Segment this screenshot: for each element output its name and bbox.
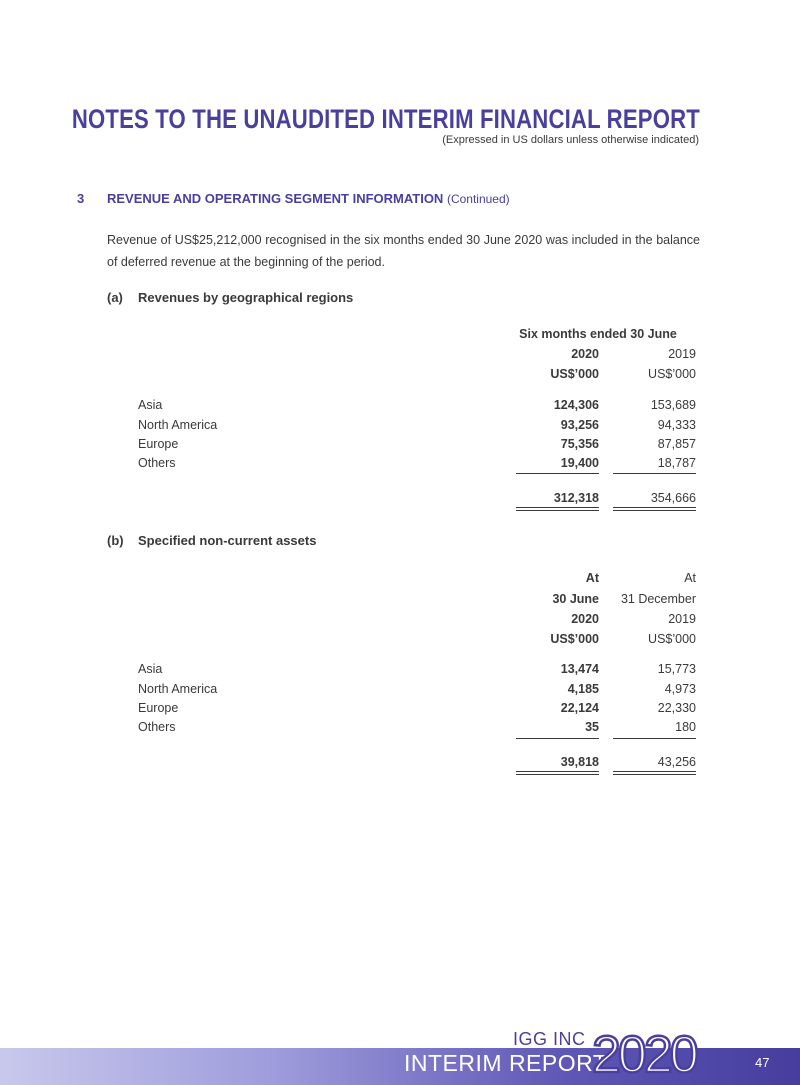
table-b-row-2020: 35	[585, 720, 599, 734]
table-b-col1-at: At	[585, 571, 599, 585]
table-b-col2-year: 2019	[668, 612, 696, 626]
table-a-col2-year: 2019	[668, 347, 696, 361]
page-subtitle: (Expressed in US dollars unless otherwise indicated)	[442, 134, 699, 146]
table-a-row-2019: 94,333	[657, 418, 696, 432]
table-a-total-double-rule-2020	[516, 507, 599, 511]
table-a-row-2019: 18,787	[657, 456, 696, 470]
table-b-row-label: Others	[138, 720, 176, 734]
table-b-total-2020: 39,818	[560, 755, 599, 769]
table-b-col1-date: 30 June	[552, 592, 599, 606]
table-a-total-2020: 312,318	[553, 491, 599, 505]
footer-report-label: INTERIM REPORT	[404, 1050, 608, 1076]
table-a-row-label: Others	[138, 456, 176, 470]
table-b-col2-unit: US$’000	[648, 632, 696, 646]
table-a-row-2019: 87,857	[657, 437, 696, 451]
subsection-a-letter: (a)	[107, 290, 123, 305]
table-a-row-label: Asia	[138, 398, 163, 412]
footer-year-logo	[592, 1028, 722, 1078]
table-b-subtotal-rule-2019	[613, 738, 696, 739]
table-b-row-2019: 15,773	[657, 662, 696, 676]
section-continued: (Continued)	[446, 192, 510, 206]
table-b-row-label: Asia	[138, 662, 163, 676]
page-title: NOTES TO THE UNAUDITED INTERIM FINANCIAL REPORT	[71, 104, 700, 134]
section-title-text: REVENUE AND OPERATING SEGMENT INFORMATION	[107, 191, 444, 206]
table-a-row-label: Europe	[138, 437, 179, 451]
table-a-row-2020: 75,356	[560, 437, 599, 451]
table-a-col1-unit: US$’000	[550, 367, 599, 381]
table-b-row-2020: 13,474	[560, 662, 599, 676]
table-a-row-2020: 124,306	[553, 398, 599, 412]
table-a-subtotal-rule-2019	[613, 473, 696, 474]
table-b-row-2019: 22,330	[657, 701, 696, 715]
table-b-row-label: Europe	[138, 701, 179, 715]
table-b-row-2019: 4,973	[664, 682, 696, 696]
table-a-total-double-rule-2019	[613, 507, 696, 511]
subsection-a-title: Revenues by geographical regions	[138, 290, 354, 305]
table-b-total-2019: 43,256	[657, 755, 696, 769]
table-a-subtotal-rule-2020	[516, 473, 599, 474]
table-b-total-double-rule-2020	[516, 771, 599, 775]
footer-year-text: 2020	[592, 1028, 696, 1078]
footer-company: IGG INC	[513, 1029, 586, 1049]
section-title	[107, 191, 510, 206]
table-b-col2-date: 31 December	[620, 592, 696, 606]
subsection-b-title: Specified non-current assets	[138, 533, 317, 548]
subsection-b-letter: (b)	[107, 533, 124, 548]
table-b-row-2020: 4,185	[567, 682, 599, 696]
table-a-row-label: North America	[138, 418, 218, 432]
section-paragraph: Revenue of US$25,212,000 recognised in the six months ended 30 June 2020 was included in the balance of deferred revenue at the beginning of the period.	[107, 233, 700, 269]
table-a-col2-unit: US$’000	[648, 367, 696, 381]
table-a-row-2020: 93,256	[560, 418, 599, 432]
table-b-row-label: North America	[138, 682, 218, 696]
table-b-total-double-rule-2019	[613, 771, 696, 775]
table-a-row-2019: 153,689	[650, 398, 696, 412]
table-a-row-2020: 19,400	[560, 456, 599, 470]
section-number: 3	[77, 191, 85, 206]
table-b-col1-unit: US$’000	[550, 632, 599, 646]
table-b-row-2019: 180	[675, 720, 696, 734]
table-a-period-header: Six months ended 30 June	[519, 327, 677, 341]
table-b-col2-at: At	[684, 571, 696, 585]
table-b-row-2020: 22,124	[560, 701, 599, 715]
table-b-subtotal-rule-2020	[516, 738, 599, 739]
page-number: 47	[755, 1055, 770, 1070]
table-b-col1-year: 2020	[571, 612, 599, 626]
table-a-col1-year: 2020	[571, 347, 599, 361]
table-a-total-2019: 354,666	[650, 491, 696, 505]
